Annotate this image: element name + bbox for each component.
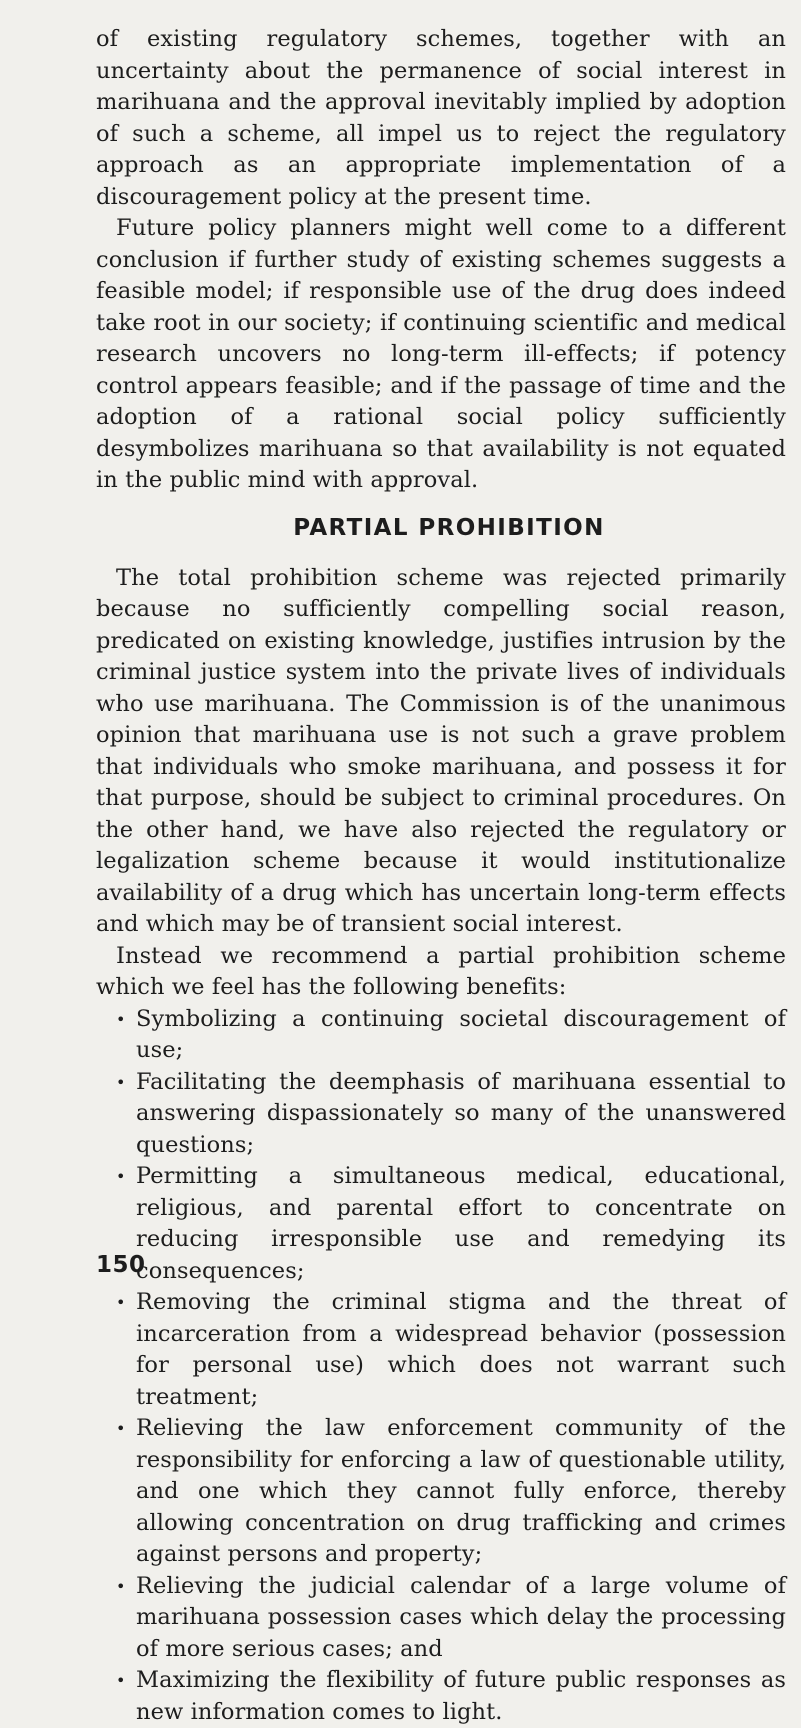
list-item — [116, 1067, 786, 1162]
section-heading: PARTIAL PROHIBITION — [96, 513, 786, 543]
list-item-text: Maximizing the flexibility of future public responses as new information comes to light. — [136, 1667, 786, 1725]
bullet-icon: • — [116, 1287, 126, 1319]
benefits-intro-paragraph: Instead we recommend a partial prohibition scheme which we feel has the following benefits: — [96, 941, 786, 1004]
list-item-text: Symbolizing a continuing societal discouragement of use; — [136, 1006, 786, 1064]
list-item-text: Removing the criminal stigma and the threat of incarceration from a widespread behavior (possession for personal use) which does not warrant such treatment; — [136, 1289, 786, 1410]
list-item — [116, 1004, 786, 1067]
bullet-icon: • — [116, 1161, 126, 1193]
bullet-icon: • — [116, 1413, 126, 1445]
bullet-icon: • — [116, 1571, 126, 1603]
list-item — [116, 1571, 786, 1666]
list-item-text: Facilitating the deemphasis of marihuana essential to answering dispassionately so many of the unanswered questions; — [136, 1069, 786, 1158]
list-item — [116, 1287, 786, 1413]
bullet-icon: • — [116, 1067, 126, 1099]
document-page — [96, 24, 786, 1728]
total-prohibition-paragraph: The total prohibition scheme was rejected primarily because no sufficiently compelling social reason, predicated on existing knowledge, justifies intrusion by the criminal justice system into the private lives of individuals who use marihuana. The Commission is of the unanimous opinion that marihuana use is not such a grave problem that individuals who smoke marihuana, and possess it for that purpose, should be subject to criminal procedures. On the other hand, we have also rejected the regulatory or legalization scheme because it would institutionalize availability of a drug which has uncertain long-term effects and which may be of transient social interest. — [96, 563, 786, 941]
page-number: 150 — [96, 1252, 146, 1278]
list-item-text: Permitting a simultaneous medical, educational, religious, and parental effort to concentrate on reducing irresponsible use and remedying its consequences; — [136, 1163, 786, 1284]
future-policy-paragraph: Future policy planners might well come to a different conclusion if further study of existing schemes suggests a feasible model; if responsible use of the drug does indeed take root in our society; if continuing scientific and medical research uncovers no long-term ill-effects; if potency control appears feasible; and if the passage of time and the adoption of a rational social policy sufficiently desymbolizes marihuana so that availability is not equated in the public mind with approval. — [96, 213, 786, 497]
list-item-text: Relieving the law enforcement community of the responsibility for enforcing a law of questionable utility, and one which they cannot fully enforce, thereby allowing concentration on drug trafficking and crimes against persons and property; — [136, 1415, 786, 1567]
list-item-text: Relieving the judicial calendar of a large volume of marihuana possession cases which delay the processing of more serious cases; and — [136, 1573, 786, 1662]
bullet-icon: • — [116, 1004, 126, 1036]
bullet-icon: • — [116, 1665, 126, 1697]
list-item — [116, 1161, 786, 1287]
list-item — [116, 1665, 786, 1728]
continuation-paragraph: of existing regulatory schemes, together with an uncertainty about the permanence of social interest in marihuana and the approval inevitably implied by adoption of such a scheme, all impel us to reject the regulatory approach as an appropriate implementation of a discouragement policy at the present time. — [96, 24, 786, 213]
list-item — [116, 1413, 786, 1571]
